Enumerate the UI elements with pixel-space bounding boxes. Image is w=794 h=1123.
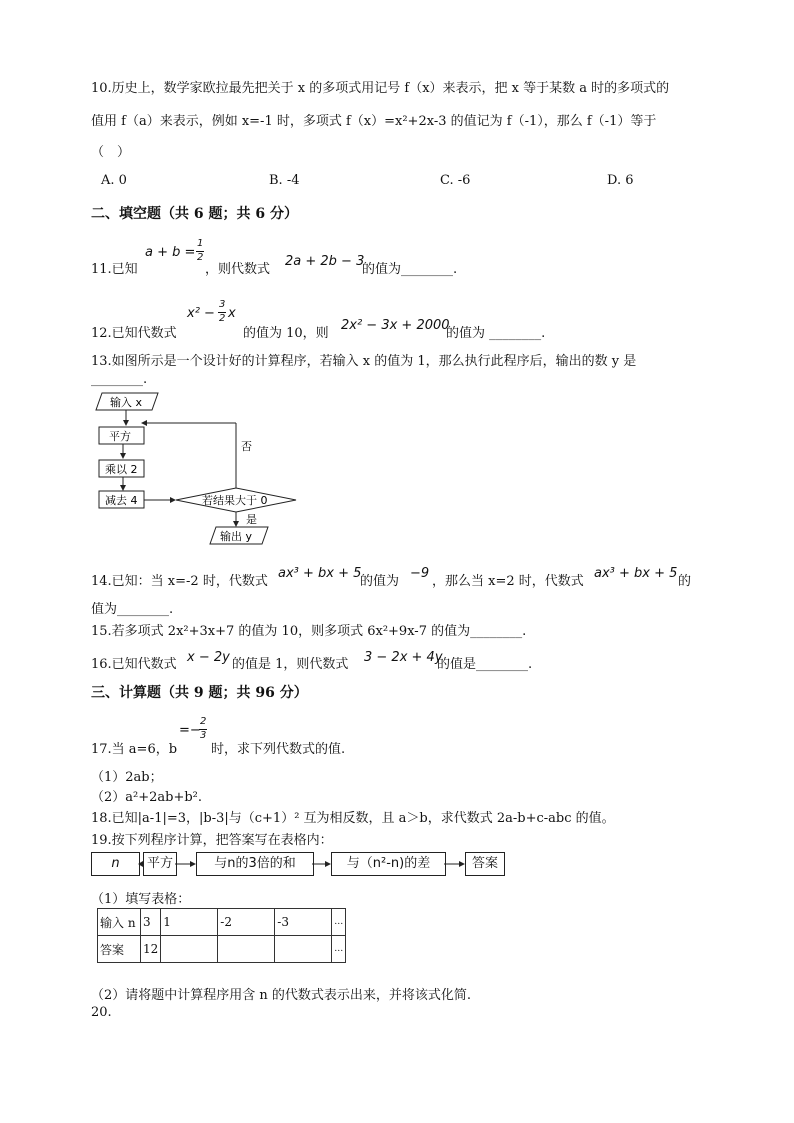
- table-cell: -3: [275, 909, 332, 936]
- q14-math-expr2: ax³ + bx + 5: [594, 566, 678, 581]
- q11-frac-top: 1: [197, 238, 204, 249]
- q10-line2: 值用 f（a）来表示，例如 x=-1 时，多项式 f（x）=x²+2x-3 的值记为 f（-1），那么 f（-1）等于: [91, 114, 657, 129]
- flow-loop-arrowhead: [141, 420, 147, 426]
- flow-yes-label: 是: [246, 513, 257, 526]
- q10-paren: （ ）: [91, 145, 131, 160]
- q16-math-expr1: x − 2y: [187, 650, 230, 665]
- q19-answer-table: [97, 908, 346, 963]
- flow-output-label: 输出 y: [220, 530, 253, 543]
- table-cell: 答案: [98, 936, 141, 963]
- q19-box-square: 平方: [143, 852, 177, 876]
- q13-line2: ________.: [91, 372, 148, 387]
- q12-mid: 的值为 10，则: [243, 326, 329, 341]
- q14-prefix: 14.已知：当 x=-2 时，代数式: [91, 574, 268, 589]
- q19-box-n: n: [91, 852, 140, 876]
- q13-line1: 13.如图所示是一个设计好的计算程序，若输入 x 的值为 1，那么执行此程序后，输出的数 y 是: [91, 354, 637, 369]
- q13-flowchart: [88, 390, 298, 550]
- q19-box-subtract: 与（n²-n)的差: [331, 852, 446, 876]
- q11-prefix: 11.已知: [91, 262, 138, 277]
- flow-no-label: 否: [241, 440, 252, 453]
- q12-frac-bottom: 2: [219, 313, 226, 324]
- q19-arrowhead-2: [190, 861, 196, 867]
- table-row: [98, 909, 346, 936]
- q14-mid1: 的值为: [360, 574, 400, 589]
- q12-math-x2: x² −: [187, 306, 215, 321]
- q17-suffix: 时，求下列代数式的值.: [211, 742, 346, 757]
- flow-arrowhead-2: [120, 453, 126, 459]
- flow-arrowhead-4: [170, 497, 176, 503]
- table-cell-blank[interactable]: [218, 936, 275, 963]
- table-cell: …: [332, 909, 346, 936]
- q19-arrowhead-1: [138, 861, 143, 867]
- q10-option-b: B. -4: [269, 173, 300, 188]
- q11-mid: ，则代数式: [205, 262, 271, 277]
- q19-text: 19.按下列程序计算，把答案写在表格内：: [91, 833, 333, 848]
- table-cell: 1: [161, 909, 218, 936]
- q15-text: 15.若多项式 2x²+3x+7 的值为 10，则多项式 6x²+9x-7 的值为________.: [91, 624, 527, 639]
- flow-square-label: 平方: [109, 430, 131, 443]
- table-cell: 12: [141, 936, 161, 963]
- q17-math-eq: =−: [179, 723, 201, 738]
- q19-box-add-3n: 与n的3倍的和: [196, 852, 314, 876]
- q17-frac-bottom: 3: [200, 730, 207, 741]
- q11-suffix: 的值为________.: [362, 262, 458, 277]
- table-cell-blank[interactable]: [161, 936, 218, 963]
- q12-frac-top: 3: [219, 299, 226, 310]
- q12-math-x: x: [228, 306, 236, 321]
- flow-input-label: 输入 x: [110, 396, 143, 409]
- q17-frac-top: 2: [200, 716, 207, 727]
- q11-frac-bottom: 2: [197, 252, 204, 263]
- q16-math-expr2: 3 − 2x + 4y: [364, 650, 443, 665]
- q19-box-answer: 答案: [465, 852, 505, 876]
- q18-text: 18.已知|a-1|=3，|b-3|与（c+1）² 互为相反数，且 a＞b，求代数式 2a-b+c-abc 的值。: [91, 811, 615, 826]
- q10-option-c: C. -6: [440, 173, 471, 188]
- flow-arrowhead-1: [123, 420, 129, 426]
- q12-math-expr: 2x² − 3x + 2000: [341, 318, 450, 333]
- table-cell: …: [332, 936, 346, 963]
- q10-option-a: A. 0: [101, 173, 127, 188]
- q17-item-1: （1）2ab；: [91, 770, 163, 785]
- q12-prefix: 12.已知代数式: [91, 326, 177, 341]
- table-cell: -2: [218, 909, 275, 936]
- q11-math-sum: a + b =: [145, 245, 196, 260]
- q16-suffix: 的值是________.: [437, 657, 533, 672]
- flow-times2-label: 乘以 2: [105, 463, 138, 476]
- flow-arrowhead-3: [120, 485, 126, 491]
- flow-condition-label: 若结果大于 0: [202, 494, 268, 507]
- q14-math-value: −9: [410, 566, 430, 581]
- section-title-calculation: 三、计算题（共 9 题；共 96 分）: [91, 685, 308, 701]
- table-row: [98, 936, 346, 963]
- q11-math-expr: 2a + 2b − 3: [285, 254, 365, 269]
- q20-number: 20.: [91, 1005, 112, 1020]
- q16-mid: 的值是 1，则代数式: [232, 657, 349, 672]
- q14-mid2: ，那么当 x=2 时，代数式: [432, 574, 584, 589]
- q19-sub2: （2）请将题中计算程序用含 n 的代数式表示出来，并将该式化简.: [91, 988, 472, 1003]
- section-title-fill-blank: 二、填空题（共 6 题；共 6 分）: [91, 206, 298, 222]
- q19-box-arrows: [138, 855, 468, 873]
- q19-arrowhead-4: [459, 861, 465, 867]
- flow-arrowhead-5: [233, 521, 239, 527]
- q12-suffix: 的值为 ________.: [446, 326, 546, 341]
- table-cell-blank[interactable]: [275, 936, 332, 963]
- q10-line1: 10.历史上，数学家欧拉最先把关于 x 的多项式用记号 f（x）来表示，把 x 等于某数 a 时的多项式的: [91, 81, 670, 96]
- q19-arrowhead-3: [325, 861, 331, 867]
- q14-math-expr1: ax³ + bx + 5: [278, 566, 362, 581]
- flow-minus4-label: 减去 4: [105, 494, 138, 507]
- q14-line2: 值为________.: [91, 602, 174, 617]
- table-cell: 3: [141, 909, 161, 936]
- table-cell: 输入 n: [98, 909, 141, 936]
- q16-prefix: 16.已知代数式: [91, 657, 177, 672]
- q10-option-d: D. 6: [607, 173, 634, 188]
- q19-sub1: （1）填写表格：: [91, 892, 191, 907]
- q14-suffix: 的: [678, 574, 692, 589]
- q17-item-2: （2）a²+2ab+b².: [91, 790, 203, 805]
- q17-prefix: 17.当 a=6，b: [91, 742, 178, 757]
